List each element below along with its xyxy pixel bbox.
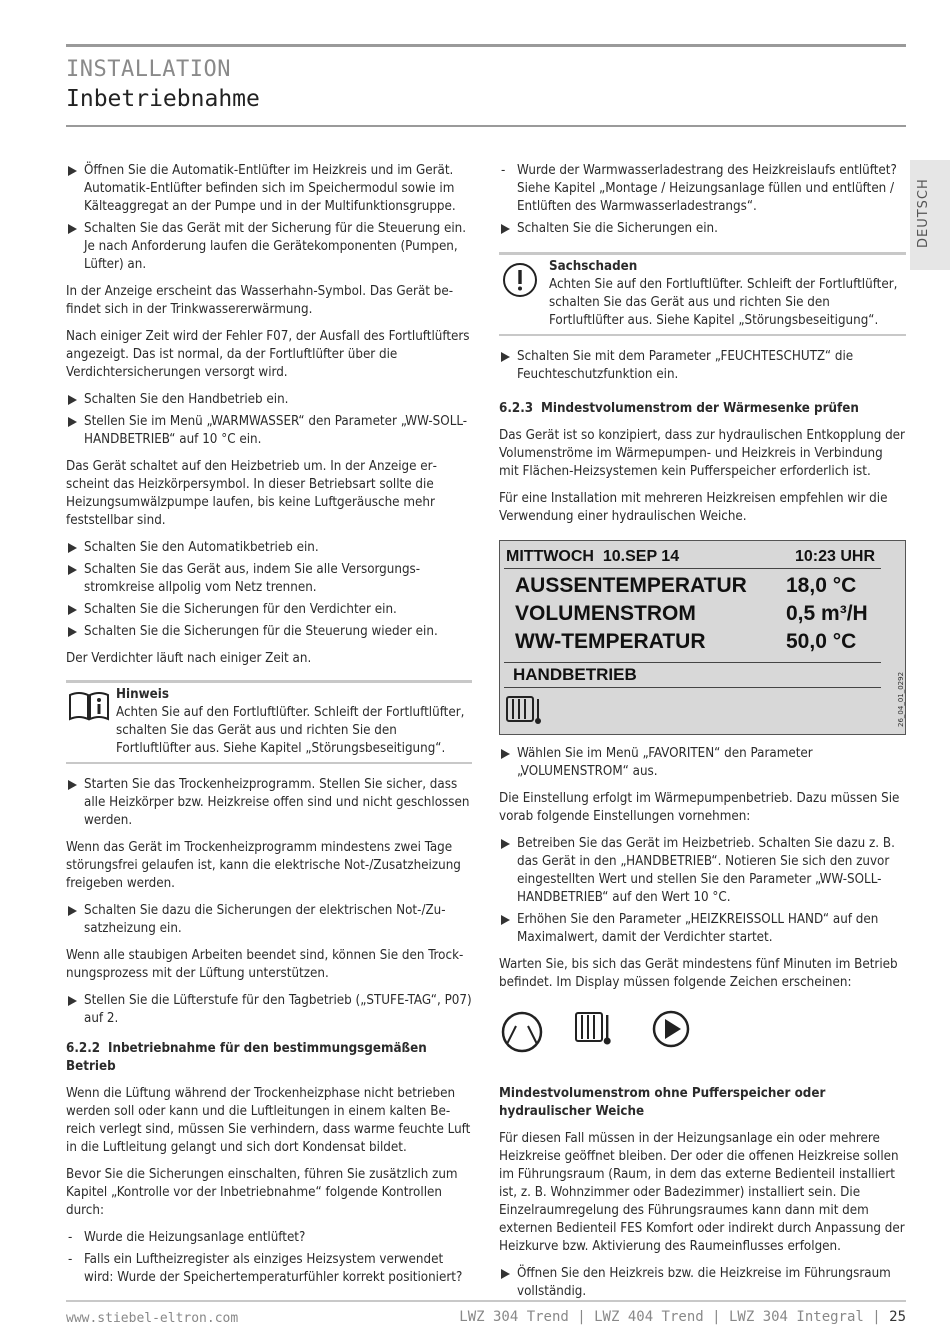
warning-box: [499, 252, 906, 336]
list-item: Schalten Sie das Gerät aus, indem Sie alle Versorgungsstromkreise allpolig vom Netz trennen.: [66, 561, 472, 597]
list-item: - Wurde der Warmwasserladestrang des Heizkreislaufs entlüftet? Siehe Kapitel „Montage / Heizungsanlage füllen und entlüften / Entlüften des Warmwasserladestrangs“.: [499, 162, 906, 216]
hint-text: Achten Sie auf den Fortluftlüfter. Schleift der Fortluftlüfter, schalten Sie das Gerät aus und richten Sie den Fortluftlüfter aus. Siehe Kapitel „Störungsbeseitigung“.: [116, 705, 465, 756]
list-item: - Falls ein Luftheizregister als einziges Heizsystem verwendet wird: Wurde der Speichertemperaturfühler korrekt positioniert?: [66, 1251, 472, 1287]
list-item: Schalten Sie mit dem Parameter „FEUCHTESCHUTZ“ die Feuchteschutzfunktion ein.: [499, 348, 906, 384]
list-item: - Wurde die Heizungsanlage entlüftet?: [66, 1229, 472, 1247]
list-item: Schalten Sie das Gerät mit der Sicherung für die Steuerung ein. Je nach Anforderung laufen die Gerätekomponenten (Pumpen, Lüfter) an.: [66, 220, 472, 274]
paragraph: Der Verdichter läuft nach einiger Zeit an.: [66, 651, 312, 666]
list-item: Betreiben Sie das Gerät im Heizbetrieb. Schalten Sie dazu z. B. das Gerät in den „HANDBETRIEB“. Notieren Sie sich den zuvor eingestellten Wert und stellen Sie den Parameter „WW-SOLL-HANDBETRIEB“ auf den Wert 10 °C.: [499, 835, 906, 907]
list-item: Stellen Sie im Menü „WARMWASSER“ den Parameter „WW-SOLL-HANDBETRIEB“ auf 10 °C ein.: [66, 413, 472, 449]
footer-url: www.stiebel-eltron.com: [66, 1311, 239, 1326]
paragraph: Für eine Installation mit mehreren Heizkreisen empfehlen wir die Verwendung einer hydraulischen Weiche.: [499, 491, 888, 524]
display-value: 0,5 m³/H: [786, 602, 868, 625]
paragraph: Nach einiger Zeit wird der Fehler F07, der Ausfall des Fortluftlüfters angezeigt. Das ist normal, da der Fortluftlüfter über die Verdichtersicherungen versorgt wird.: [66, 329, 470, 380]
left-column: [66, 162, 472, 1291]
paragraph: Die Einstellung erfolgt im Wärmepumpenbetrieb. Dazu müssen Sie vorab folgende Einstellungen vornehmen:: [499, 791, 900, 824]
list-item: Starten Sie das Trockenheizprogramm. Stellen Sie sicher, dass alle Heizkörper bzw. Heizkreise offen sind und nicht geschlossen werden.: [66, 776, 472, 830]
list-item: Schalten Sie die Sicherungen ein.: [499, 220, 906, 238]
footer-models: LWZ 304 Trend | LWZ 404 Trend | LWZ 304 Integral | 25: [459, 1309, 906, 1325]
section-heading-622: 6.2.2 Inbetriebnahme für den bestimmungsgemäßen Betrieb: [66, 1041, 427, 1074]
header-rule: [66, 125, 906, 127]
controller-display: [499, 540, 906, 735]
exclamation-icon: [501, 261, 539, 305]
paragraph: Wenn alle staubigen Arbeiten beendet sind, können Sie den Trocknungsprozess mit der Lüftung unterstützen.: [66, 948, 464, 981]
radiator-icon: [575, 1009, 615, 1049]
display-label: AUSSENTEMPERATUR: [515, 574, 747, 597]
paragraph: In der Anzeige erscheint das Wasserhahn-Symbol. Das Gerät befindet sich in der Trinkwassererwärmung.: [66, 284, 454, 317]
radiator-icon: [506, 695, 544, 731]
paragraph: Das Gerät schaltet auf den Heizbetrieb um. In der Anzeige erscheint das Heizkörpersymbol. In dieser Betriebsart sollte die Heizungsumwälzpumpe laufen, bis keine Luftgeräusche mehr feststellbar sind.: [66, 459, 437, 528]
list-item: Wählen Sie im Menü „FAVORITEN“ den Parameter „VOLUMENSTROM“ aus.: [499, 745, 906, 781]
paragraph: Das Gerät ist so konzipiert, dass zur hydraulischen Entkopplung der Volumenströme im Wärmepumpen- und Heizkreis in Verbindung mit Flächen-Heizsystemen kein Pufferspeicher erforderlich ist.: [499, 428, 905, 479]
list-item: Schalten Sie dazu die Sicherungen der elektrischen Not-/Zusatzheizung ein.: [66, 902, 472, 938]
display-time: 10:23 UHR: [794, 548, 875, 565]
section-heading: INSTALLATION: [66, 57, 231, 82]
top-rule: [66, 44, 906, 47]
list-item: Stellen Sie die Lüfterstufe für den Tagbetrieb („STUFE-TAG“, P07) auf 2.: [66, 992, 472, 1028]
list-item: Schalten Sie die Sicherungen für die Steuerung wieder ein.: [66, 623, 472, 641]
list-item: Erhöhen Sie den Parameter „HEIZKREISSOLL HAND“ auf den Maximalwert, damit der Verdichter startet.: [499, 911, 906, 947]
compressor-play-icon: [651, 1009, 691, 1049]
list-item: Schalten Sie den Automatikbetrieb ein.: [66, 539, 472, 557]
display-mode-bar: HANDBETRIEB: [504, 662, 881, 688]
language-tab: DEUTSCH: [910, 160, 950, 270]
warning-text: Achten Sie auf den Fortluftlüfter. Schleift der Fortluftlüfter, schalten Sie das Gerät aus und richten Sie den Fortluftlüfter aus. Siehe Kapitel „Störungsbeseitigung“.: [549, 277, 898, 328]
paragraph: Wenn das Gerät im Trockenheizprogramm mindestens zwei Tage störungsfrei gelaufen ist, kann die elektrische Not-/Zusatzheizung freigeben werden.: [66, 840, 461, 891]
subsection-heading: Mindestvolumenstrom ohne Pufferspeicher oder hydraulischer Weiche: [499, 1086, 826, 1119]
display-value: 18,0 °C: [786, 574, 857, 597]
pump-icon: [499, 1009, 545, 1055]
footer-rule: [66, 1300, 906, 1302]
page-number: 25: [889, 1309, 906, 1325]
display-value: 50,0 °C: [786, 630, 857, 653]
warning-title: Sachschaden: [549, 259, 638, 274]
display-day: MITTWOCH: [506, 548, 594, 565]
list-item: Öffnen Sie den Heizkreis bzw. die Heizkreise im Führungsraum vollständig.: [499, 1265, 906, 1301]
figure-code: 26_04_01_0292: [897, 671, 905, 727]
section-heading-623: 6.2.3 Mindestvolumenstrom der Wärmesenke prüfen: [499, 401, 859, 416]
paragraph: Für diesen Fall müssen in der Heizungsanlage ein oder mehrere Heizkreise geöffnet bleiben. Der oder die offenen Heizkreise sollen im Führungsraum (Raum, in dem das externe Bedienteil installiert ist, z. B. Wohnzimmer oder Badezimmer) installiert sein. Die Einzelraumregelung des Führungsraumes kann dann mit dem externen Bedienteil FES Komfort oder indirekt durch Anpassung der Heizkurve bzw. Aktivierung des Raumeinflusses erfolgen.: [499, 1131, 905, 1254]
hint-box: [66, 680, 472, 764]
list-item: Öffnen Sie die Automatik-Entlüfter im Heizkreis und im Gerät. Automatik-Entlüfter befinden sich im Speichermodul sowie im Kälteaggregat an der Pumpe und in der Multifunktionsgruppe.: [66, 162, 472, 216]
paragraph: Wenn die Lüftung während der Trockenheizphase nicht betrieben werden soll oder kann und die Luftleitungen in einem kalten Bereich verlegt sind, müssen Sie verhindern, dass warme feuchte Luft in die Luftleitung gelangt und sich dort Kondensat bildet.: [66, 1086, 471, 1155]
paragraph: Warten Sie, bis sich das Gerät mindestens fünf Minuten im Betrieb befindet. Im Display müssen folgende Zeichen erscheinen:: [499, 957, 898, 990]
right-column: [499, 162, 906, 1305]
paragraph: Bevor Sie die Sicherungen einschalten, führen Sie zusätzlich zum Kapitel „Kontrolle vor der Inbetriebnahme“ folgende Kontrollen durch:: [66, 1167, 458, 1218]
page-title: Inbetriebnahme: [66, 86, 260, 112]
display-label: WW-TEMPERATUR: [515, 630, 706, 653]
display-date: 10.SEP 14: [602, 548, 680, 565]
book-info-icon: [68, 689, 110, 727]
list-item: Schalten Sie den Handbetrieb ein.: [66, 391, 472, 409]
display-date-row: [504, 545, 881, 569]
display-symbols: [499, 1001, 906, 1071]
list-item: Schalten Sie die Sicherungen für den Verdichter ein.: [66, 601, 472, 619]
display-label: VOLUMENSTROM: [515, 602, 696, 625]
hint-title: Hinweis: [116, 687, 170, 702]
